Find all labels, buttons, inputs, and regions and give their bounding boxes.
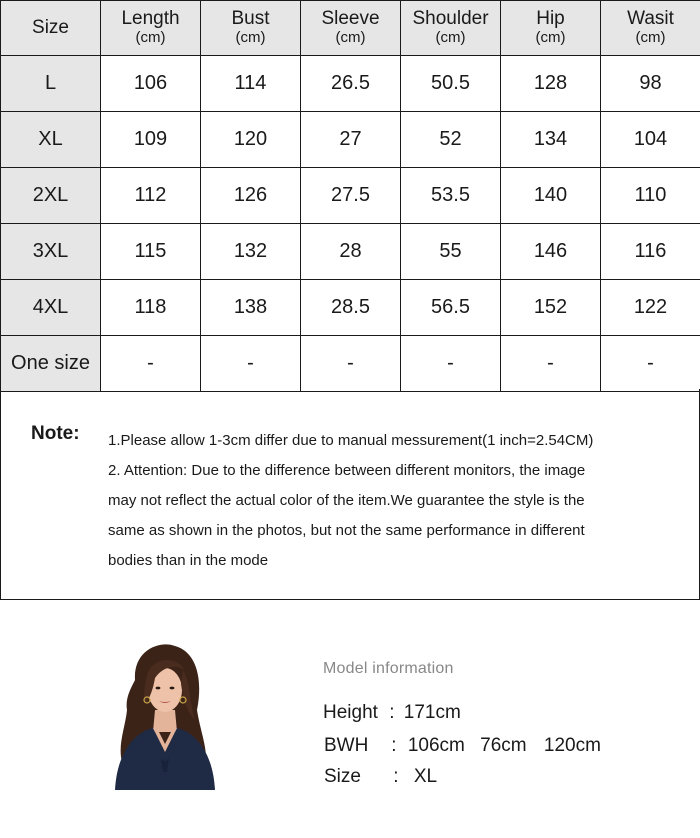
height-label: Height: [323, 702, 378, 723]
table-cell: 98: [601, 56, 700, 112]
table-cell: 53.5: [401, 168, 501, 224]
table-cell: 104: [601, 112, 700, 168]
table-cell: 50.5: [401, 56, 501, 112]
table-cell: 118: [101, 280, 201, 336]
table-row: [1, 112, 700, 168]
table-row: [1, 336, 700, 392]
column-header-waist: Wasit (cm): [601, 1, 700, 56]
model-photo: [105, 640, 223, 790]
model-size-value: XL: [413, 766, 438, 787]
column-header-hip: Hip (cm): [501, 1, 601, 56]
table-row: [1, 280, 700, 336]
table-cell: 152: [501, 280, 601, 336]
note-label: Note:: [31, 423, 80, 444]
table-cell: 27: [301, 112, 401, 168]
note-line: bodies than in the mode: [108, 552, 269, 569]
table-cell: 146: [501, 224, 601, 280]
size-label-cell: L: [1, 56, 101, 112]
table-cell: 106: [101, 56, 201, 112]
note-text: [108, 426, 693, 576]
height-separator: :: [389, 702, 395, 723]
table-cell: 28.5: [301, 280, 401, 336]
table-cell: 109: [101, 112, 201, 168]
column-header-length: Length (cm): [101, 1, 201, 56]
table-cell: 27.5: [301, 168, 401, 224]
height-value: 171cm: [403, 702, 461, 723]
table-cell: 138: [201, 280, 301, 336]
model-size-label: Size: [324, 766, 361, 787]
table-row: [1, 56, 700, 112]
bwh-label: BWH: [324, 735, 369, 756]
table-cell: 126: [201, 168, 301, 224]
bwh-separator: :: [391, 735, 397, 756]
table-cell: 26.5: [301, 56, 401, 112]
table-cell: 120: [201, 112, 301, 168]
table-cell: -: [501, 336, 601, 392]
table-cell: 132: [201, 224, 301, 280]
table-row: [1, 224, 700, 280]
table-cell: 128: [501, 56, 601, 112]
table-cell: -: [201, 336, 301, 392]
table-cell: 52: [401, 112, 501, 168]
note-line: may not reflect the actual color of the item.We guarantee the style is the: [108, 492, 585, 509]
table-cell: -: [301, 336, 401, 392]
model-height-row: [323, 702, 461, 724]
table-cell: 116: [601, 224, 700, 280]
table-cell: 122: [601, 280, 700, 336]
table-row: [1, 168, 700, 224]
table-cell: 55: [401, 224, 501, 280]
column-header-bust: Bust (cm): [201, 1, 301, 56]
model-size-row: [324, 766, 437, 788]
table-cell: -: [401, 336, 501, 392]
table-cell: -: [101, 336, 201, 392]
size-label-cell: 2XL: [1, 168, 101, 224]
note-box: [0, 389, 700, 600]
column-header-sleeve: Sleeve (cm): [301, 1, 401, 56]
table-cell: 115: [101, 224, 201, 280]
table-cell: -: [601, 336, 700, 392]
size-chart-header-row: [1, 1, 700, 56]
model-size-separator: :: [393, 766, 399, 787]
table-cell: 140: [501, 168, 601, 224]
note-line: same as shown in the photos, but not the same performance in different: [108, 522, 585, 539]
note-line: 2. Attention: Due to the difference between different monitors, the image: [108, 462, 586, 479]
table-cell: 110: [601, 168, 700, 224]
table-cell: 134: [501, 112, 601, 168]
column-header-size: Size: [1, 1, 101, 56]
model-bwh-row: [324, 735, 601, 757]
size-label-cell: 3XL: [1, 224, 101, 280]
note-line: 1.Please allow 1-3cm differ due to manual messurement(1 inch=2.54CM): [108, 432, 594, 449]
table-cell: 28: [301, 224, 401, 280]
bwh-waist-value: 76cm: [480, 735, 527, 756]
bwh-bust-value: 106cm: [407, 735, 465, 756]
model-info-heading: Model information: [323, 660, 454, 677]
table-cell: 114: [201, 56, 301, 112]
size-label-cell: XL: [1, 112, 101, 168]
bwh-hip-value: 120cm: [543, 735, 601, 756]
table-cell: 112: [101, 168, 201, 224]
column-header-shoulder: Shoulder (cm): [401, 1, 501, 56]
table-cell: 56.5: [401, 280, 501, 336]
size-chart-table: [0, 0, 700, 392]
size-label-cell: 4XL: [1, 280, 101, 336]
size-label-cell: One size: [1, 336, 101, 392]
